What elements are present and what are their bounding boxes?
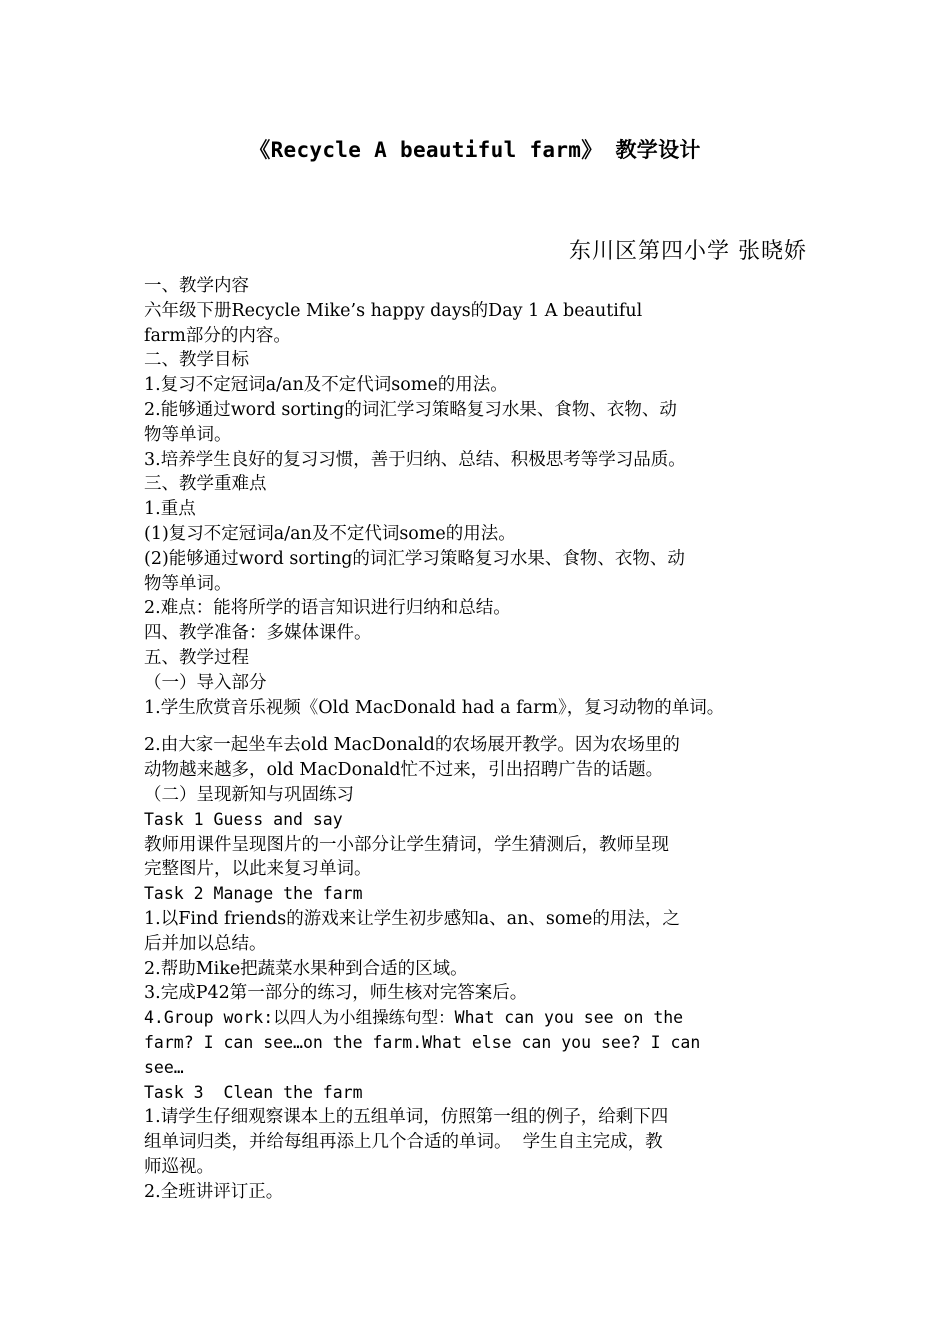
document-body — [144, 274, 808, 1204]
paragraph-line: 3.完成P42第一部分的练习，师生核对完答案后。 — [144, 983, 528, 1004]
paragraph-line: 六年级下册Recycle Mike’s happy days的Day 1 A beautiful — [144, 300, 643, 321]
section-heading: 二、教学目标 — [144, 350, 249, 371]
task-heading: Task 3 Clean the farm — [144, 1082, 363, 1102]
section-heading: 三、教学重难点 — [144, 474, 267, 495]
document-title: 《Recycle A beautiful farm》 教学设计 — [249, 138, 701, 162]
task-heading: Task 1 Guess and say — [144, 809, 343, 829]
paragraph-line: 1.重点 — [144, 499, 196, 520]
paragraph-line: farm部分的内容。 — [144, 325, 291, 346]
paragraph-line: 3.培养学生良好的复习习惯，善于归纳、总结、积极思考等学习品质。 — [144, 449, 686, 470]
paragraph-line: see… — [144, 1057, 184, 1077]
paragraph-line: 1.请学生仔细观察课本上的五组单词，仿照第一组的例子，给剩下四 — [144, 1107, 669, 1128]
paragraph-line: 完整图片，以此来复习单词。 — [144, 859, 372, 880]
subsection-heading: （一）导入部分 — [144, 672, 267, 693]
paragraph-line: 动物越来越多，old MacDonald忙不过来，引出招聘广告的话题。 — [144, 760, 664, 781]
paragraph-line: 2.难点：能将所学的语言知识进行归纳和总结。 — [144, 598, 511, 619]
section-heading: 五、教学过程 — [144, 647, 249, 668]
paragraph-line: 2.全班讲评订正。 — [144, 1181, 284, 1202]
section-heading: 一、教学内容 — [144, 276, 249, 296]
paragraph-line: 2.帮助Mike把蔬菜水果种到合适的区域。 — [144, 958, 468, 979]
task-heading: Task 2 Manage the farm — [144, 884, 363, 904]
subsection-heading: （二）呈现新知与巩固练习 — [144, 784, 354, 805]
paragraph-line: 2.由大家一起坐车去old MacDonald的农场展开教学。因为农场里的 — [144, 735, 680, 756]
paragraph-line: 2.能够通过word sorting的词汇学习策略复习水果、食物、衣物、动 — [144, 399, 677, 420]
paragraph-line: 1.学生欣赏音乐视频《Old MacDonald had a farm》，复习动物的单词。 — [144, 697, 725, 718]
paragraph-line: 组单词归类，并给每组再添上几个合适的单词。 学生自主完成，教 — [144, 1132, 663, 1153]
paragraph-line: 物等单词。 — [144, 424, 232, 445]
paragraph-line: 物等单词。 — [144, 573, 232, 594]
paragraph-line: farm? I can see…on the farm.What else can you see? I can — [144, 1032, 701, 1052]
paragraph-line: 1.复习不定冠词a/an及不定代词some的用法。 — [144, 375, 508, 396]
author-line: 东川区第四小学 张晓娇 — [569, 239, 807, 264]
paragraph-line: 1.以Find friends的游戏来让学生初步感知a、an、some的用法，之 — [144, 908, 680, 929]
paragraph-line: 4.Group work:以四人为小组操练句型：What can you see on the — [144, 1008, 684, 1028]
section-heading: 四、教学准备：多媒体课件。 — [144, 623, 372, 644]
paragraph-line: 师巡视。 — [144, 1156, 214, 1177]
paragraph-line: (1)复习不定冠词a/an及不定代词some的用法。 — [144, 523, 516, 544]
paragraph-line: 后并加以总结。 — [144, 933, 267, 954]
paragraph-line: (2)能够通过word sorting的词汇学习策略复习水果、食物、衣物、动 — [144, 548, 685, 569]
paragraph-line: 教师用课件呈现图片的一小部分让学生猜词，学生猜测后，教师呈现 — [144, 834, 669, 855]
